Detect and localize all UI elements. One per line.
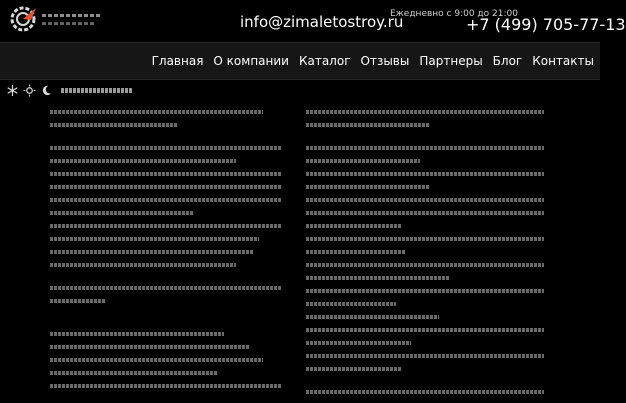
nav-item-partners[interactable]: Партнеры: [419, 54, 483, 68]
nav-item-catalog[interactable]: Каталог: [298, 54, 351, 68]
nav-item-reviews[interactable]: Отзывы: [360, 54, 410, 68]
logo-title-line: [42, 14, 100, 17]
text-line: [306, 390, 544, 394]
nav-item-about[interactable]: О компании: [213, 54, 289, 68]
text-line: [306, 341, 411, 345]
email-link[interactable]: info@zimaletostroy.ru: [240, 13, 404, 31]
nav-item-home[interactable]: Главная: [151, 54, 204, 68]
text-line: [306, 289, 544, 293]
opening-hours: Ежедневно с 9:00 до 21:00: [390, 9, 518, 19]
moon-icon[interactable]: [40, 84, 53, 97]
text-line: [306, 237, 544, 241]
breadcrumb: [6, 84, 133, 97]
text-line: [306, 276, 449, 280]
text-line: [50, 237, 259, 241]
nav-item-contacts[interactable]: Контакты: [532, 54, 594, 68]
text-line: [50, 146, 282, 150]
text-line: [306, 211, 544, 215]
text-line: [306, 367, 401, 371]
text-line: [306, 159, 420, 163]
text-line: [50, 250, 254, 254]
text-line: [306, 185, 430, 189]
text-line: [306, 198, 544, 202]
text-line: [306, 110, 544, 114]
text-line: [306, 315, 439, 319]
text-line: [50, 263, 236, 267]
text-line: [306, 146, 544, 150]
logo[interactable]: [8, 4, 100, 34]
text-line: [50, 299, 106, 303]
nav-list: [142, 43, 594, 79]
nav-item-blog[interactable]: Блог: [492, 54, 523, 68]
gear-logo-icon: [8, 4, 38, 34]
text-line: [306, 123, 430, 127]
text-line: [50, 159, 236, 163]
text-line: [306, 328, 544, 332]
content-column-left: [50, 110, 282, 397]
snowflake-icon[interactable]: [6, 84, 19, 97]
text-line: [50, 185, 282, 189]
text-line: [306, 224, 401, 228]
text-line: [50, 286, 282, 290]
top-bar: [0, 0, 626, 42]
content-column-right: [306, 110, 544, 403]
text-line: [306, 263, 544, 267]
text-line: [50, 172, 282, 176]
breadcrumb-label: [61, 88, 133, 93]
text-line: [50, 110, 263, 114]
text-line: [306, 302, 396, 306]
text-line: [50, 371, 217, 375]
sun-icon[interactable]: [23, 84, 36, 97]
text-line: [50, 384, 282, 388]
text-line: [50, 123, 178, 127]
text-line: [306, 354, 544, 358]
phone-number[interactable]: +7 (499) 705-77-13: [466, 15, 626, 34]
text-line: [50, 332, 224, 336]
logo-subtitle-line: [42, 22, 94, 25]
text-line: [306, 172, 544, 176]
text-line: [50, 198, 282, 202]
main-nav: [0, 42, 600, 80]
logo-text: [42, 9, 100, 30]
text-line: [50, 345, 250, 349]
text-line: [50, 211, 194, 215]
text-line: [50, 224, 282, 228]
text-line: [306, 250, 406, 254]
text-line: [50, 358, 263, 362]
